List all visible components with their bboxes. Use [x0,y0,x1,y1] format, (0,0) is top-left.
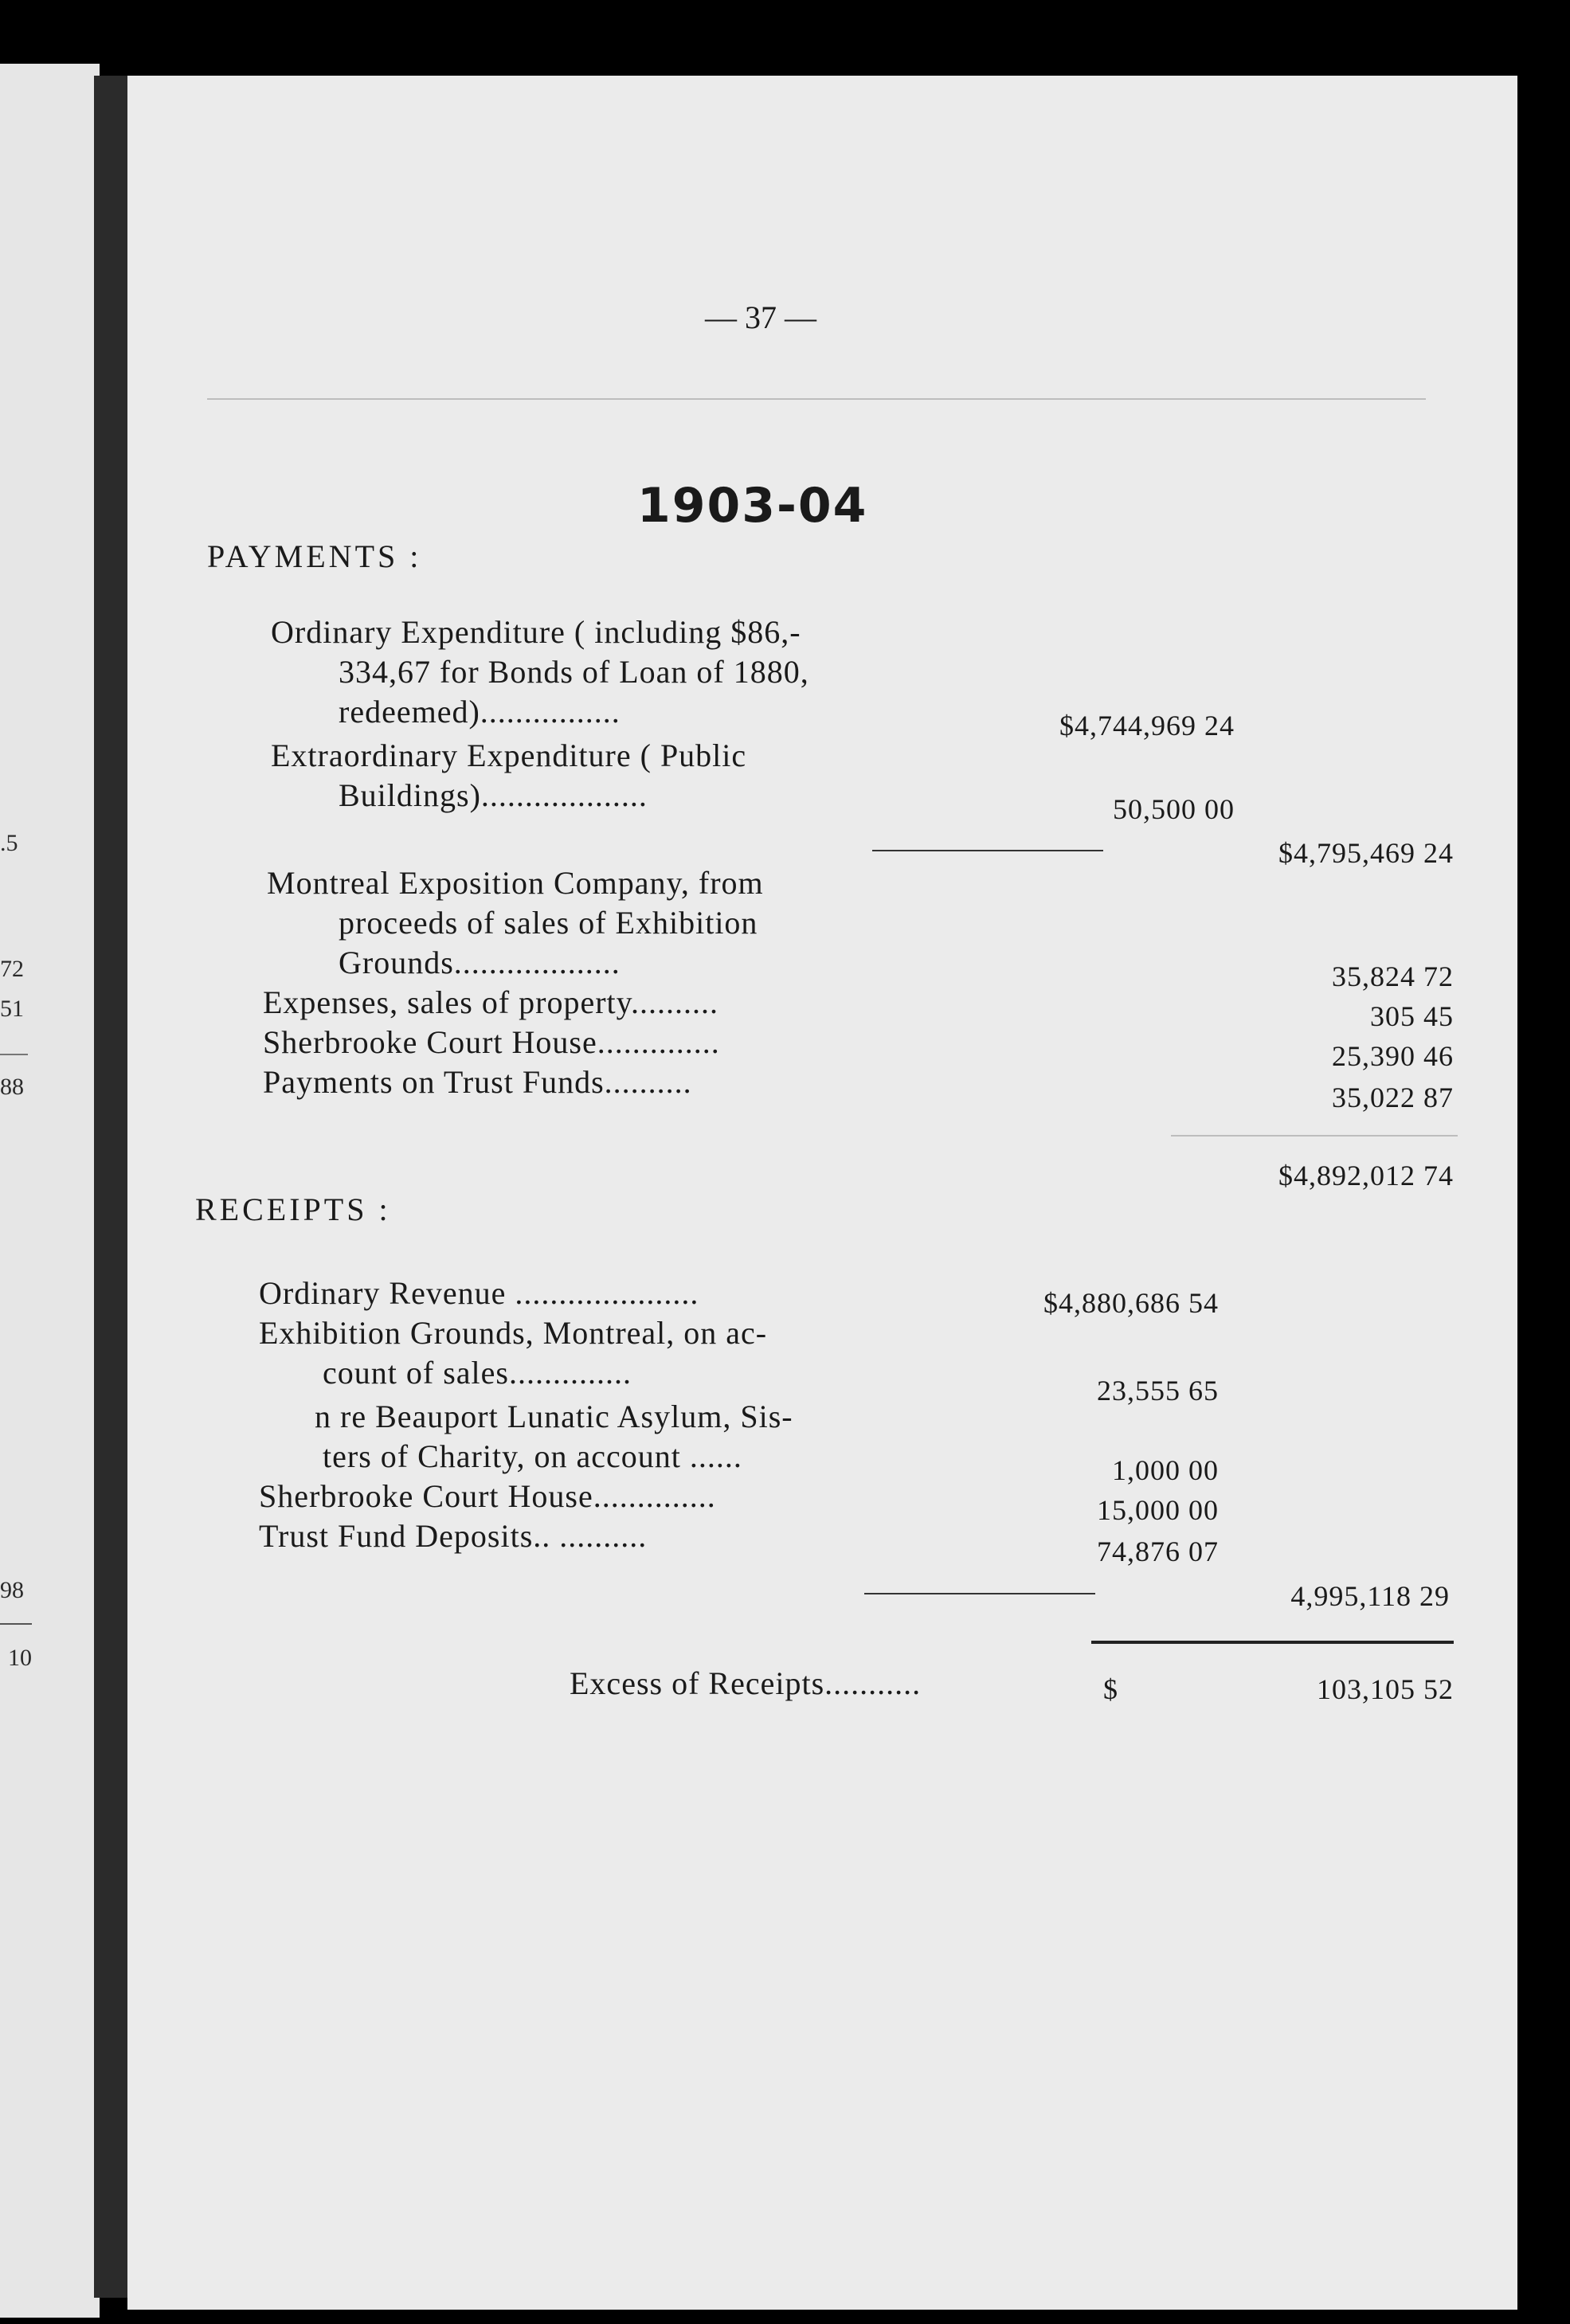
receipts-item-line: Ordinary Revenue ..................... [259,1275,699,1311]
left-page-fragment: 98 [0,1577,24,1603]
header-rule [207,398,1426,400]
payments-item-line: Ordinary Expenditure ( including $86,- [271,614,801,650]
left-page-fragment: 51 [0,996,24,1022]
receipts-item-amount: 1,000 00 [1112,1454,1219,1486]
payments-item-line: Buildings)................... [339,777,648,813]
payments-item-amount: 50,500 00 [1113,793,1235,825]
receipts-item-line: count of sales.............. [323,1355,632,1391]
payments-other-item-line: Sherbrooke Court House.............. [263,1024,720,1060]
left-page-rule [0,1623,32,1625]
payments-heading: PAYMENTS : [207,538,422,574]
payments-other-item-line: Montreal Exposition Company, from [267,865,764,901]
receipts-heading: RECEIPTS : [195,1191,391,1227]
year-title: 1903-04 [637,478,868,534]
receipts-item-amount: 15,000 00 [1097,1494,1219,1526]
payments-other-item-amount: 305 45 [1370,1000,1454,1032]
receipts-item-amount: $4,880,686 54 [1043,1287,1219,1319]
excess-currency: $ [1103,1673,1118,1705]
book-spine [94,76,131,2298]
receipts-item-line: Exhibition Grounds, Montreal, on ac- [259,1315,768,1351]
payments-other-item-amount: 35,824 72 [1332,961,1454,992]
left-page-fragment: 10 [8,1645,32,1671]
page-number: — 37 — [705,299,816,335]
subtotal-rule [864,1593,1095,1594]
receipts-item-amount: 74,876 07 [1097,1536,1219,1567]
double-rule [1091,1641,1454,1644]
excess-label: Excess of Receipts........... [570,1665,922,1701]
payments-other-item-line: proceeds of sales of Exhibition [339,905,758,941]
receipts-item-amount: 23,555 65 [1097,1375,1219,1407]
left-page-fragment: 72 [0,956,24,982]
payments-item-amount: $4,744,969 24 [1059,710,1235,741]
document-page [127,76,1517,2310]
payments-other-item-amount: 35,022 87 [1332,1082,1454,1113]
left-page-rule [0,1054,28,1055]
payments-total: $4,892,012 74 [1278,1160,1454,1191]
excess-amount: 103,105 52 [1317,1673,1454,1705]
payments-subtotal: $4,795,469 24 [1278,837,1454,869]
receipts-item-line: ters of Charity, on account ...... [323,1438,742,1474]
left-page-fragment: .5 [0,830,18,856]
receipts-item-line: n re Beauport Lunatic Asylum, Sis- [315,1399,793,1434]
receipts-item-line: Trust Fund Deposits.. .......... [259,1518,648,1554]
payments-other-item-line: Payments on Trust Funds.......... [263,1064,692,1100]
receipts-total: 4,995,118 29 [1290,1580,1450,1612]
left-page-edge [0,64,100,2318]
subtotal-rule [872,850,1103,851]
payments-other-item-line: Expenses, sales of property.......... [263,984,719,1020]
total-rule [1171,1135,1458,1137]
payments-other-item-amount: 25,390 46 [1332,1040,1454,1072]
payments-item-line: Extraordinary Expenditure ( Public [271,737,747,773]
left-page-fragment: 88 [0,1074,24,1100]
payments-item-line: 334,67 for Bonds of Loan of 1880, [339,654,809,690]
receipts-item-line: Sherbrooke Court House.............. [259,1478,716,1514]
payments-item-line: redeemed)................ [339,694,621,730]
payments-other-item-line: Grounds................... [339,945,621,980]
